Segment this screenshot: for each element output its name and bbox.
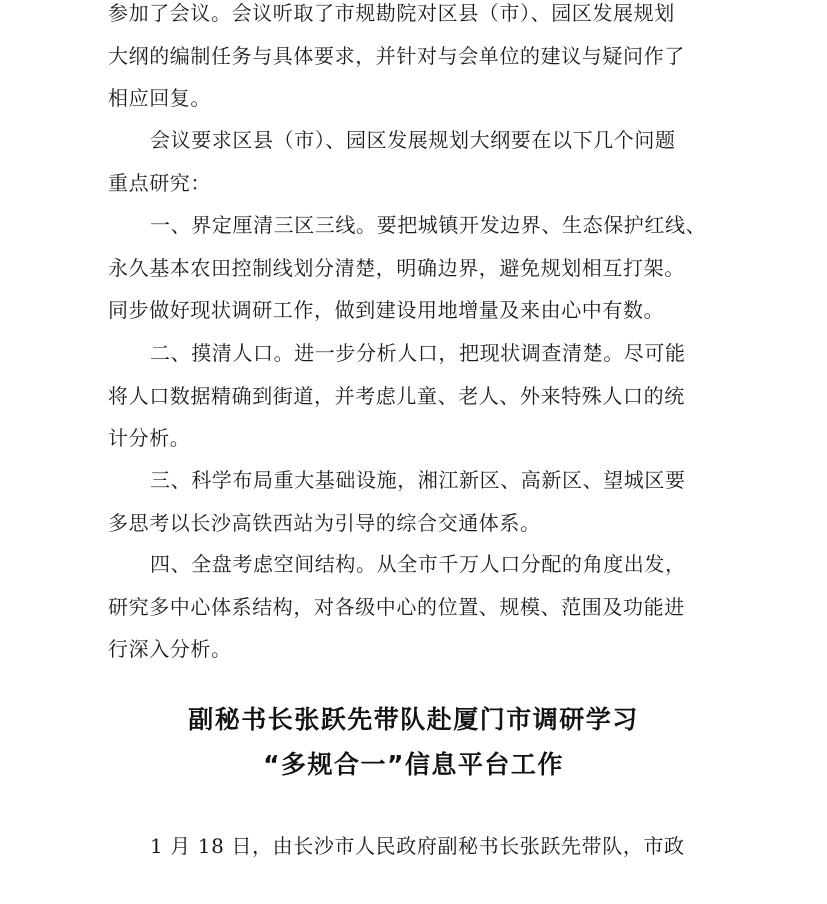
paragraph-line: 计分析。: [108, 426, 191, 450]
paragraph-line: 四、全盘考虑空间结构。从全市千万人口分配的角度出发，: [150, 552, 686, 576]
article-heading-line-2: “多规合一”信息平台工作: [263, 750, 564, 779]
paragraph-line: 参加了会议。会议听取了市规勘院对区县（市）、园区发展规划: [108, 1, 675, 25]
paragraph-item-three: [108, 459, 728, 544]
paragraph-meeting-requirements: [108, 119, 728, 204]
paragraph-meeting-attendance: [108, 0, 728, 120]
paragraph-item-four: [108, 543, 728, 671]
paragraph-line: 大纲的编制任务与具体要求，并针对与会单位的建议与疑问作了: [108, 43, 685, 68]
paragraph-line: 将人口数据精确到街道，并考虑儿童、老人、外来特殊人口的统: [108, 383, 685, 408]
paragraph-line: 多思考以长沙高铁西站为引导的综合交通体系。: [108, 510, 541, 535]
paragraph-line: 相应回复。: [108, 86, 211, 110]
paragraph-line: 研究多中心体系结构，对各级中心的位置、规模、范围及功能进: [108, 594, 685, 619]
paragraph-line: 会议要求区县（市）、园区发展规划大纲要在以下几个问题: [150, 128, 676, 152]
paragraph-item-two: [108, 332, 728, 460]
paragraph-line: 永久基本农田控制线划分清楚，明确边界，避免规划相互打架。: [108, 255, 685, 280]
paragraph-item-one: [108, 204, 728, 332]
paragraph-line: 一、界定厘清三区三线。要把城镇开发边界、生态保护红线、: [150, 213, 707, 237]
paragraph-line: 重点研究：: [108, 170, 211, 195]
article-heading-line-1: 副秘书长张跃先带队赴厦门市调研学习: [188, 705, 639, 734]
paragraph-trip-intro: 1 月 18 日，由长沙市人民政府副秘书长张跃先带队，市政: [150, 834, 685, 858]
paragraph-line: 三、科学布局重大基础设施，湘江新区、高新区、望城区要: [150, 468, 686, 492]
paragraph-line: 二、摸清人口。进一步分析人口，把现状调查清楚。尽可能: [150, 341, 686, 365]
paragraph-line: 行深入分析。: [108, 637, 232, 661]
paragraph-line: 同步做好现状调研工作，做到建设用地增量及来由心中有数。: [108, 298, 665, 322]
